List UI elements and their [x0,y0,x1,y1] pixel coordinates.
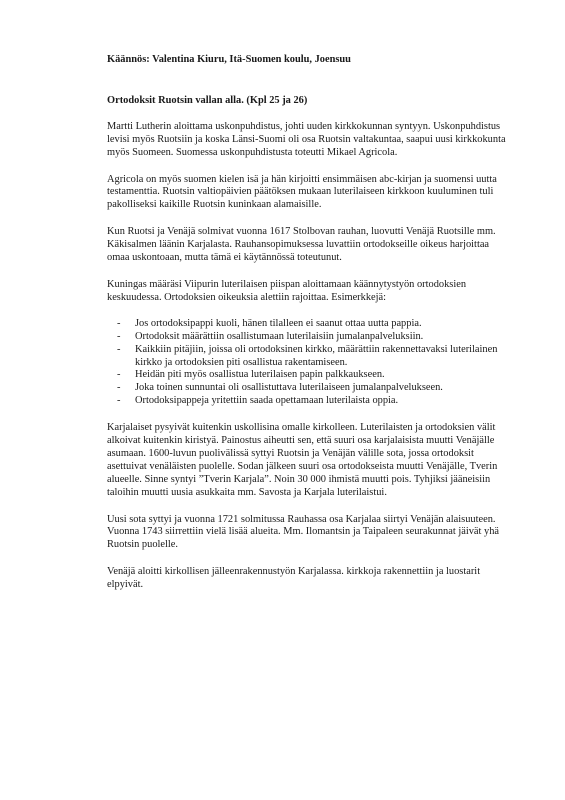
list-item-text: Ortodoksit määrättiin osallistumaan luterilaisiin jumalanpalveluksiin. [135,330,424,342]
paragraph: Kuningas määräsi Viipurin luterilaisen piispan aloittamaan käännytystyön ortodoksien keskuudessa. Ortodoksien oikeuksia alettiin rajoittaa. Esimerkkejä: [107,278,467,303]
list-item [107,382,507,395]
paragraph: Martti Lutherin aloittama uskonpuhdistus, johti uuden kirkkokunnan syntyyn. Uskonpuhdistus levisi myös Ruotsiin ja koska Länsi-Suomi oli osa Ruotsin valtakuntaa, saapui uusi kirkkokunta myös Suomeen. Suomessa uskonpuhdistusta toteutti Mikael Agricola. [107,120,506,158]
paragraph: Kun Ruotsi ja Venäjä solmivat vuonna 1617 Stolbovan rauhan, luovutti Venäjä Ruotsille mm. Käkisalmen läänin Karjalasta. Rauhansopimuksessa luvattiin ortodokseille oikeus harjoittaa omaa uskontoaan, mutta tämä ei käytännössä toteutunut. [107,226,496,264]
list-item [107,318,507,331]
list-item [107,331,507,344]
list-item-text: Joka toinen sunnuntai oli osallistuttava luterilaiseen jumalanpalvelukseen. [135,382,443,394]
bullet-marker: - [117,330,121,342]
list-item-text: Jos ortodoksipappi kuoli, hänen tilalleen ei saanut ottaa uutta pappia. [135,317,422,329]
list-item [107,395,507,408]
list-item [107,344,507,370]
bullet-marker: - [117,382,121,394]
document-page [107,54,507,592]
list-item-text: Kaikkiin pitäjiin, joissa oli ortodoksinen kirkko, määrättiin rakennettavaksi luterilainen kirkko ja ortodoksien piti osallistua rakentamiseen. [135,343,498,368]
section-title: Ortodoksit Ruotsin vallan alla. (Kpl 25 ja 26) [107,94,308,106]
bullet-marker: - [117,395,121,407]
list-item [107,369,507,382]
paragraph: Karjalaiset pysyivät kuitenkin uskollisina omalle kirkolleen. Luterilaisten ja ortodoksien välit alkoivat kuitenkin kiristyä. Painostus aiheutti sen, että suuri osa karjalaisista muutti Venäjälle asumaan. 1600-luvun puolivälissä syttyi Ruotsin ja Venäjän välille sota, jossa ortodoksit asettuivat venäläisten puolelle. Sodan jälkeen suuri osa ortodokseista muutti Venäjälle, Tverin alueelle. Sinne syntyi ”Tverin Karjala”. Noin 30 000 ihmistä muutti pois. Tyhjiksi jääneisiin taloihin muutti uusia asukkaita mm. Savosta ja Karjala luterilaistui. [107,422,498,498]
translator-credit: Käännös: Valentina Kiuru, Itä-Suomen koulu, Joensuu [107,54,351,65]
paragraph: Venäjä aloitti kirkollisen jälleenrakennustyön Karjalassa. kirkkoja rakennettiin ja luostarit elpyivät. [107,566,481,591]
paragraph: Agricola on myös suomen kielen isä ja hän kirjoitti ensimmäisen abc-kirjan ja suomensi uutta testamenttia. Ruotsin valtiopäivien päätöksen mukaan luterilaiseen kirkkoon kuuluminen tuli pakolliseksi kaikille Ruotsin kuninkaan alamaisille. [107,173,497,211]
bullet-marker: - [117,343,121,355]
paragraph: Uusi sota syttyi ja vuonna 1721 solmitussa Rauhassa osa Karjalaa siirtyi Venäjän alaisuuteen. Vuonna 1743 siirrettiin vielä lisää alueita. Mm. Ilomantsin ja Taipaleen seurakunnat jäivät yhä Ruotsin puolelle. [107,513,500,551]
bullet-marker: - [117,369,121,381]
bullet-marker: - [117,317,121,329]
bullet-list [107,318,507,408]
list-item-text: Heidän piti myös osallistua luterilaisen papin palkkaukseen. [135,369,385,381]
list-item-text: Ortodoksipappeja yritettiin saada opettamaan luterilaista oppia. [135,395,399,407]
